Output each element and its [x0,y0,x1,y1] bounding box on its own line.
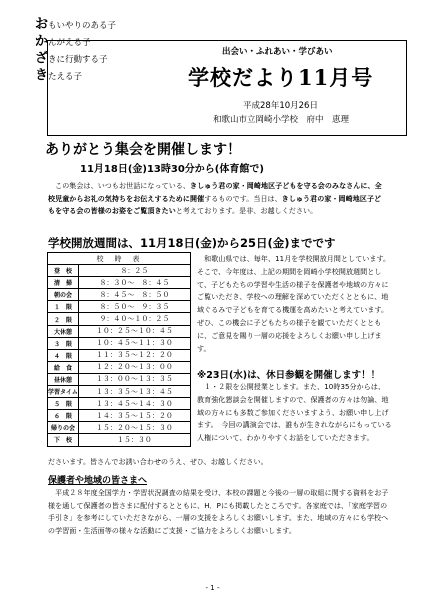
guardians-heading: 保護者や地域の皆さまへ [48,476,148,486]
schedule-period: 下 校 [48,434,79,446]
schedule-time: １５：３０ [78,434,190,446]
acrostic-line: おもいやりのある子 [35,17,117,32]
schedule-period: 朝の会 [48,289,79,301]
schedule-header: 校 時 表 [48,253,191,265]
schedule-row [48,277,191,289]
schedule-row [48,422,191,434]
acrostic-line: ざきに行動する子 [35,51,108,66]
schedule-time: １１：３５～１２：２０ [78,349,190,361]
schedule-time: １２：２０～１３：００ [78,361,190,373]
schedule-time: １０：２５～１０：４５ [78,325,190,337]
schedule-time: ８：２５ [78,265,190,277]
holiday-visit-heading: ※23日(水)は、休日参観を開催します！！ [197,370,381,381]
schedule-time: ８：５０～ ９：３５ [78,301,190,313]
guardians-body: 平成２８年度全国学力・学習状況調査の結果を受け、本校の課題と今後の一層の取組に関する資料をお子様を通して保護者の皆さまに配付するとともに、H．Pにも掲載したところです。各家庭では、「家庭学習の手引き」を参考にしていただきながら、一層の支援をよろしくお願いします。また、地域の方々にも学校への学習面・生活面等の様々な活動にご支援・ご協力をよろしくお願いします。 [48,489,389,535]
schedule-period: 給 食 [48,361,79,373]
schedule-time: １３：００～１３：３５ [78,373,190,385]
acrostic-line: かんがえる子 [35,34,91,49]
schedule-period: ４ 限 [48,349,79,361]
schedule-period: 帰りの会 [48,422,79,434]
schedule-period: 大休憩 [48,325,79,337]
schedule-period: 昼休憩 [48,373,79,385]
schedule-row [48,386,191,398]
page-number: - 1 - [205,584,220,592]
schedule-time: １３：４５～１４：３０ [78,398,190,410]
holiday-visit-body: １・２限を公開授業とします。また、10時35分からは、教育強化懇談会を開催しますので、保護者の方々は勿論、地域の方々にも多数ご参加くださいますよう、お願い申し上げます。 今回の講演会では、誰もが生きれながらにもっている人権について、わかりやすくお話をしていただきます。 [197,383,392,443]
schedule-period: ３ 限 [48,337,79,349]
schedule-row [48,313,191,325]
open-week-body: 和歌山県では、毎年、11月を学校開放月間としています。そこで、今年度は、上記の期間を岡崎小学校開放週間として、子どもたちの学習や生活の様子を保護者や地域の方々にご覧いただき、学校への理解を深めていただくとともに、地域ぐるみで子どもを育てる機運を高めたいと考えています。ぜひ、この機会に子どもたちの様子を観ていただくとともに、ご意見を賜り一層の応援をよろしくお願い申し上げます。 [197,255,391,353]
schedule-period: ２ 限 [48,313,79,325]
schedule-row [48,361,191,373]
schedule-row [48,301,191,313]
schedule-time: ８：４５～ ８：５０ [78,289,190,301]
schedule-row [48,337,191,349]
open-week-heading: 学校開放週間は、11月18日(金)から25日(金)までです [48,236,336,250]
schedule-period: １ 限 [48,301,79,313]
schedule-time: ８：３０～ ８：４５ [78,277,190,289]
schedule-row [48,349,191,361]
thanks-assembly-heading: ありがとう集会を開催します！ [45,142,241,158]
schedule-row [48,265,191,277]
newsletter-title: 学校だより11月号 [188,65,374,90]
schedule-row [48,398,191,410]
issue-date: 平成28年10月26日 [243,101,318,111]
schedule-time: １５：２０～１５：３０ [78,422,190,434]
schedule-period: ５ 限 [48,398,79,410]
schedule-time: １４：３５～１５：２０ [78,410,190,422]
signer: 和歌山市立岡崎小学校 府中 恵理 [213,115,350,125]
motto: 出会い・ふれあい・学びあい [222,47,333,57]
schedule-time: １０：４５～１１：３０ [78,337,190,349]
schedule-time: ９：４０～１０：２５ [78,313,190,325]
acrostic-line: きたえる子 [35,68,83,83]
schedule-table [47,252,191,447]
schedule-row [48,410,191,422]
schedule-row [48,325,191,337]
schedule-row [48,434,191,446]
holiday-visit-body-cont: ださいます。皆さんでお誘い合わせのうえ、ぜひ、お越しください。 [48,458,268,466]
thanks-assembly-date: 11月18日(金)13時30分から(体育館で) [80,164,264,175]
schedule-row [48,373,191,385]
schedule-period: 登 校 [48,265,79,277]
schedule-time: １３：３５～１３：４５ [78,386,190,398]
schedule-period: 学習タイム [48,386,79,398]
school-motto-acrostic [35,17,165,85]
schedule-period: ６ 限 [48,410,79,422]
thanks-assembly-body: この集会は、いつもお世話になっている、きしゅう君の家・岡崎地区子どもを守る会のみなさんに、全校児童からお礼の気持ちをお伝えするために開催するものです。当日は、きしゅう君の家・岡崎地区子どもを守る会の皆様のお姿をご覧頂きたいと考えております。是非、お越しください。 [48,182,382,215]
schedule-row [48,289,191,301]
schedule-period: 清 掃 [48,277,79,289]
